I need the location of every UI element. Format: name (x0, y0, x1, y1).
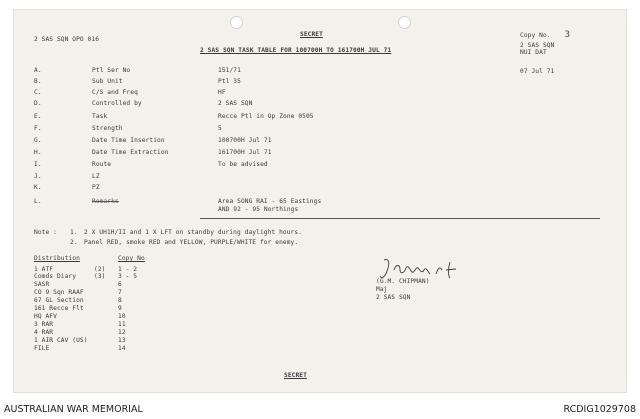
task-letter: H. (34, 149, 42, 156)
distribution-copies: 11 (118, 321, 126, 328)
distribution-name: 4 RAR (34, 329, 54, 336)
task-label: Remarks (92, 198, 119, 205)
distribution-copies: 9 (118, 305, 122, 312)
copy-label: Copy No. (520, 32, 551, 39)
distribution-name: SASR (34, 281, 50, 288)
classification-top: SECRET (300, 31, 323, 38)
task-value: HF (218, 89, 226, 96)
task-label: Task (92, 113, 108, 120)
document-date: 07 Jul 71 (520, 68, 555, 75)
note-text: 2 X UH1H/II and 1 X LFT on standby during daylight hours. (84, 229, 303, 236)
document-reference: 2 SAS SQN OPO 016 (34, 36, 100, 43)
task-label: Date Time Insertion (92, 137, 165, 144)
task-value: To be advised (218, 161, 268, 168)
document-page (14, 10, 626, 392)
task-letter: L. (34, 198, 42, 205)
task-value: 161700H Jul 71 (218, 149, 272, 156)
footer-source: AUSTRALIAN WAR MEMORIAL (4, 404, 143, 415)
punch-hole-right (398, 16, 411, 29)
distribution-name: FILE (34, 345, 50, 352)
task-label: Controlled by (92, 100, 142, 107)
task-value: Recce Ptl in Op Zone 0505 (218, 113, 314, 120)
distribution-copies: 6 (118, 281, 122, 288)
section-divider (200, 218, 600, 219)
document-title: 2 SAS SQN TASK TABLE FOR 100700H TO 161700H JUL 71 (200, 47, 392, 54)
task-value: 100700H Jul 71 (218, 137, 272, 144)
distribution-copies: 1 - 2 (118, 266, 138, 273)
note-text: Panel RED, smoke RED and YELLOW, PURPLE/WHITE for enemy. (84, 239, 299, 246)
punch-hole-left (230, 16, 243, 29)
task-label: Sub Unit (92, 78, 123, 85)
distribution-copies: 7 (118, 289, 122, 296)
distribution-copies: 8 (118, 297, 122, 304)
copy-unit: 2 SAS SQN (520, 42, 555, 49)
task-letter: G. (34, 137, 42, 144)
task-value: 5 (218, 125, 222, 132)
distribution-copies: 13 (118, 337, 126, 344)
distribution-header: Distribution (34, 255, 80, 262)
distribution-copies: 3 - 5 (118, 273, 138, 280)
distribution-copies: 14 (118, 345, 126, 352)
task-letter: D. (34, 100, 42, 107)
signatory-unit: 2 SAS SQN (376, 294, 411, 301)
distribution-count: (3) (94, 273, 106, 280)
task-label: Date Time Extraction (92, 149, 169, 156)
task-value: 2 SAS SQN (218, 100, 253, 107)
classification-bottom: SECRET (284, 372, 307, 379)
note-number: 2. (70, 239, 78, 246)
distribution-copies: 10 (118, 313, 126, 320)
task-letter: I. (34, 161, 42, 168)
signatory-name: (G.M. CHIPMAN) (376, 278, 430, 285)
task-letter: B. (34, 78, 42, 85)
distribution-name: 1 ATF (34, 266, 54, 273)
copy-label-line (520, 32, 570, 39)
signatory-rank: Maj (376, 286, 388, 293)
task-label: Ptl Ser No (92, 67, 131, 74)
task-label: Strength (92, 125, 123, 132)
task-value: Ptl 35 (218, 78, 241, 85)
copy-location: NUI DAT (520, 49, 547, 56)
copy-number: 3 (564, 30, 571, 40)
distribution-name: 67 GL Section (34, 297, 84, 304)
distribution-copies: 12 (118, 329, 126, 336)
remarks-line-2: AND 92 - 95 Northings (218, 206, 299, 213)
task-value: 151/71 (218, 67, 241, 74)
distribution-name: HQ AFV (34, 313, 57, 320)
task-letter: A. (34, 67, 42, 74)
task-letter: K. (34, 184, 42, 191)
remarks-line-1: Area SONG RAI - 65 Eastings (218, 198, 322, 205)
task-letter: E. (34, 113, 42, 120)
notes-label: Note : (34, 229, 57, 236)
task-letter: J. (34, 173, 42, 180)
footer-bar (0, 400, 640, 419)
distribution-name: CO 9 Sqn RAAF (34, 289, 84, 296)
task-letter: F. (34, 125, 42, 132)
task-label: Route (92, 161, 112, 168)
task-label: PZ (92, 184, 100, 191)
distribution-name: Comds Diary (34, 273, 77, 280)
copy-no-header: Copy No (118, 255, 145, 262)
distribution-count: (2) (94, 266, 106, 273)
distribution-name: 3 RAR (34, 321, 54, 328)
distribution-name: 161 Recce Flt (34, 305, 84, 312)
task-letter: C. (34, 89, 42, 96)
distribution-name: 1 AIR CAV (US) (34, 337, 88, 344)
task-label: LZ (92, 173, 100, 180)
note-number: 1. (70, 229, 78, 236)
task-label: C/S and Freq (92, 89, 138, 96)
footer-id: RCDIG1029708 (563, 404, 636, 415)
